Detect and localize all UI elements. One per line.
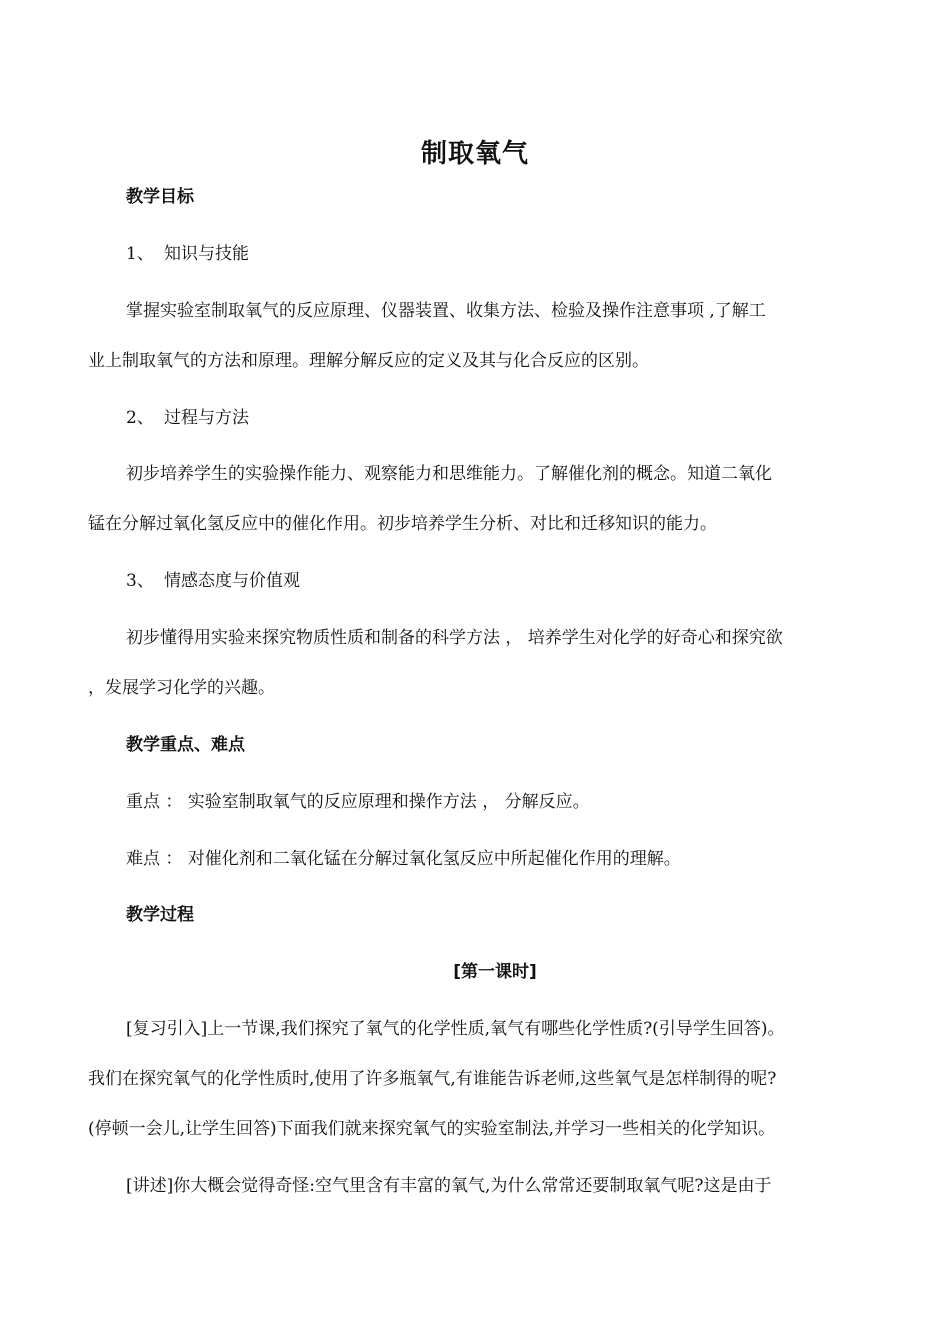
review-paragraph-line2: 我们在探究氧气的化学性质时,使用了许多瓶氧气,有谁能告诉老师,这些氧气是怎样制得的呢? <box>88 1069 777 1089</box>
item1-number: 1、 <box>126 244 154 264</box>
process-heading: 教学过程 <box>126 905 194 925</box>
key-points-heading: 教学重点、难点 <box>126 735 245 755</box>
item3-paragraph-line1: 初步懂得用实验来探究物质性质和制备的科学方法 ， 培养学生对化学的好奇心和探究欲 <box>126 628 783 648</box>
objectives-heading: 教学目标 <box>126 187 194 207</box>
item3-number: 3、 <box>126 571 154 591</box>
item2-paragraph-line1: 初步培养学生的实验操作能力、观察能力和思维能力。了解催化剂的概念。知道二氧化 <box>126 464 772 484</box>
item3-paragraph-line2: ，发展学习化学的兴趣。 <box>88 678 275 698</box>
item1-paragraph-line2: 业上制取氧气的方法和原理。理解分解反应的定义及其与化合反应的区别。 <box>88 351 649 371</box>
item2-heading <box>126 406 249 430</box>
item1-title: 知识与技能 <box>164 244 249 264</box>
key-point-text: 重点 ： 实验室制取氧气的反应原理和操作方法 ， 分解反应。 <box>126 792 590 812</box>
item1-paragraph-line1: 掌握实验室制取氧气的反应原理、仪器装置、收集方法、检验及操作注意事项 ,了解工 <box>126 301 766 321</box>
document-title: 制取氧气 <box>420 139 529 169</box>
item2-number: 2、 <box>126 408 154 428</box>
difficult-point-text: 难点 ： 对催化剂和二氧化锰在分解过氧化氢反应中所起催化作用的理解。 <box>126 849 681 869</box>
lecture-paragraph-line1: [讲述]你大概会觉得奇怪:空气里含有丰富的氧气,为什么常常还要制取氧气呢?这是由于 <box>126 1176 772 1196</box>
item1-heading <box>126 242 249 266</box>
item2-paragraph-line2: 锰在分解过氧化氢反应中的催化作用。初步培养学生分析、对比和迁移知识的能力。 <box>88 514 717 534</box>
item3-title: 情感态度与价值观 <box>164 571 300 591</box>
item2-title: 过程与方法 <box>164 408 249 428</box>
lesson-label: [第一课时] <box>453 962 537 982</box>
item3-heading <box>126 569 300 593</box>
review-paragraph-line1: [复习引入]上一节课,我们探究了氧气的化学性质,氧气有哪些化学性质?(引导学生回答)。 <box>126 1019 785 1039</box>
review-paragraph-line3: (停顿一会儿,让学生回答)下面我们就来探究氧气的实验室制法,并学习一些相关的化学知识。 <box>88 1119 776 1139</box>
